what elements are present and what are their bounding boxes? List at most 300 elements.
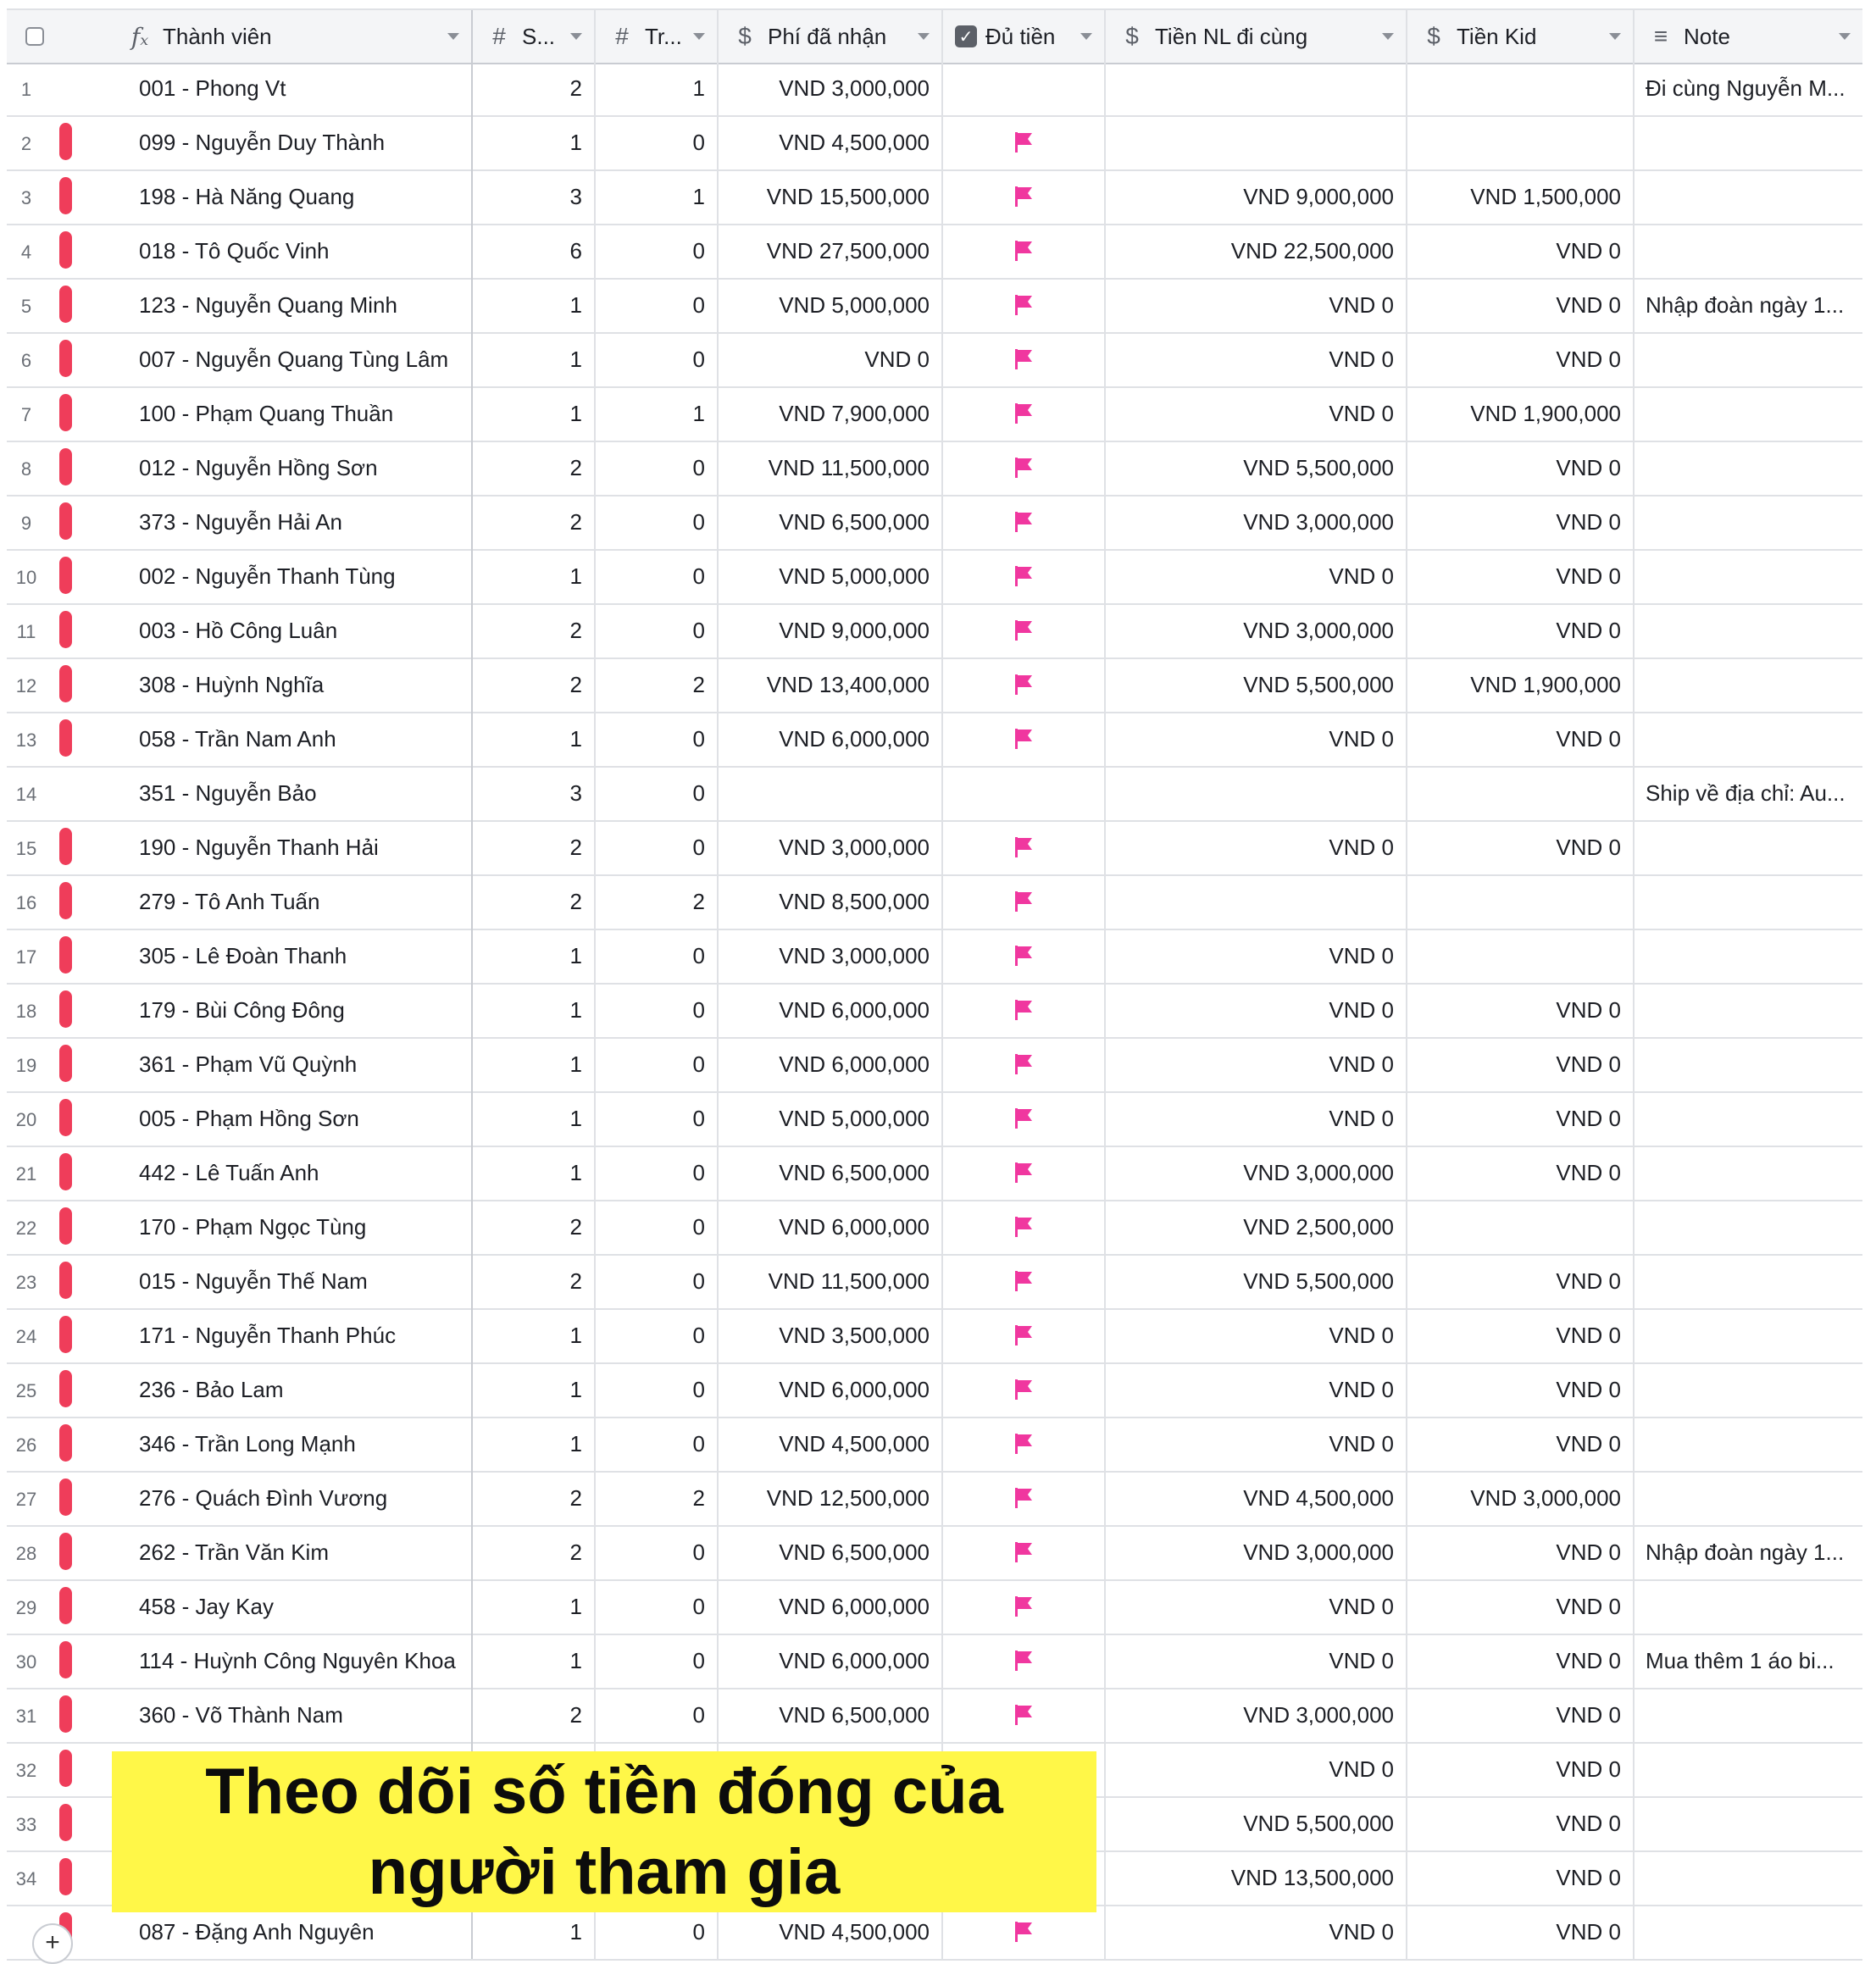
- tr-cell[interactable]: 0: [596, 224, 719, 278]
- tr-cell[interactable]: 0: [596, 1634, 719, 1688]
- kid-cell[interactable]: VND 0: [1407, 1091, 1635, 1146]
- s-cell[interactable]: 2: [473, 61, 596, 115]
- table-row[interactable]: [7, 169, 1862, 225]
- kid-cell[interactable]: VND 0: [1407, 1579, 1635, 1634]
- tr-cell[interactable]: 0: [596, 820, 719, 874]
- kid-cell[interactable]: VND 0: [1407, 441, 1635, 495]
- member-name-cell[interactable]: 100 - Phạm Quang Thuần: [125, 386, 473, 441]
- table-row[interactable]: [7, 332, 1862, 388]
- fee-cell[interactable]: VND 3,000,000: [719, 61, 943, 115]
- nl-cell[interactable]: VND 0: [1106, 1091, 1407, 1146]
- paid-cell[interactable]: [943, 1037, 1106, 1091]
- member-name-cell[interactable]: 346 - Trần Long Mạnh: [125, 1417, 473, 1471]
- nl-cell[interactable]: VND 5,500,000: [1106, 657, 1407, 712]
- paid-cell[interactable]: [943, 332, 1106, 386]
- tr-cell[interactable]: 0: [596, 712, 719, 766]
- tr-cell[interactable]: 0: [596, 1579, 719, 1634]
- paid-cell[interactable]: [943, 61, 1106, 115]
- row-select-cell[interactable]: [7, 1200, 125, 1254]
- paid-cell[interactable]: [943, 1091, 1106, 1146]
- kid-cell[interactable]: VND 0: [1407, 1308, 1635, 1362]
- kid-cell[interactable]: VND 0: [1407, 1850, 1635, 1905]
- column-header-note[interactable]: ≡ Note: [1635, 10, 1862, 63]
- chevron-down-icon[interactable]: [1609, 33, 1621, 40]
- paid-cell[interactable]: [943, 657, 1106, 712]
- paid-cell[interactable]: [943, 1525, 1106, 1579]
- kid-cell[interactable]: VND 0: [1407, 1905, 1635, 1959]
- nl-cell[interactable]: VND 0: [1106, 1579, 1407, 1634]
- table-row[interactable]: [7, 1037, 1862, 1093]
- kid-cell[interactable]: VND 0: [1407, 1796, 1635, 1850]
- kid-cell[interactable]: [1407, 929, 1635, 983]
- fee-cell[interactable]: VND 7,900,000: [719, 386, 943, 441]
- member-name-cell[interactable]: 305 - Lê Đoàn Thanh: [125, 929, 473, 983]
- paid-cell[interactable]: [943, 1579, 1106, 1634]
- row-select-cell[interactable]: [7, 603, 125, 657]
- member-name-cell[interactable]: 236 - Bảo Lam: [125, 1362, 473, 1417]
- column-header-paid[interactable]: ✓ Đủ tiền: [943, 10, 1106, 63]
- table-row[interactable]: [7, 1146, 1862, 1201]
- nl-cell[interactable]: VND 0: [1106, 278, 1407, 332]
- table-row[interactable]: [7, 549, 1862, 605]
- paid-cell[interactable]: [943, 1417, 1106, 1471]
- row-select-cell[interactable]: [7, 1471, 125, 1525]
- s-cell[interactable]: 1: [473, 386, 596, 441]
- fee-cell[interactable]: VND 6,500,000: [719, 1688, 943, 1742]
- row-select-cell[interactable]: [7, 983, 125, 1037]
- s-cell[interactable]: 1: [473, 1037, 596, 1091]
- note-cell[interactable]: [1635, 712, 1862, 766]
- select-all-cell[interactable]: [7, 10, 125, 63]
- fee-cell[interactable]: VND 12,500,000: [719, 1471, 943, 1525]
- tr-cell[interactable]: 0: [596, 278, 719, 332]
- fee-cell[interactable]: VND 5,000,000: [719, 549, 943, 603]
- fee-cell[interactable]: VND 3,000,000: [719, 929, 943, 983]
- row-select-cell[interactable]: [7, 712, 125, 766]
- row-select-cell[interactable]: [7, 1688, 125, 1742]
- nl-cell[interactable]: VND 5,500,000: [1106, 1796, 1407, 1850]
- row-select-cell[interactable]: [7, 115, 125, 169]
- member-name-cell[interactable]: 360 - Võ Thành Nam: [125, 1688, 473, 1742]
- row-select-cell[interactable]: [7, 332, 125, 386]
- member-name-cell[interactable]: 007 - Nguyễn Quang Tùng Lâm: [125, 332, 473, 386]
- chevron-down-icon[interactable]: [1839, 33, 1851, 40]
- member-name-cell[interactable]: 308 - Huỳnh Nghĩa: [125, 657, 473, 712]
- paid-cell[interactable]: [943, 1688, 1106, 1742]
- kid-cell[interactable]: VND 0: [1407, 1634, 1635, 1688]
- paid-cell[interactable]: [943, 712, 1106, 766]
- note-cell[interactable]: [1635, 61, 1862, 115]
- paid-cell[interactable]: [943, 874, 1106, 929]
- tr-cell[interactable]: 0: [596, 1146, 719, 1200]
- kid-cell[interactable]: [1407, 874, 1635, 929]
- tr-cell[interactable]: 0: [596, 549, 719, 603]
- paid-cell[interactable]: [943, 1308, 1106, 1362]
- table-row[interactable]: [7, 1579, 1862, 1635]
- fee-cell[interactable]: VND 8,500,000: [719, 874, 943, 929]
- fee-cell[interactable]: VND 6,000,000: [719, 1634, 943, 1688]
- note-cell[interactable]: [1635, 115, 1862, 169]
- note-cell[interactable]: [1635, 1308, 1862, 1362]
- s-cell[interactable]: 1: [473, 1905, 596, 1959]
- kid-cell[interactable]: [1407, 61, 1635, 115]
- row-select-cell[interactable]: [7, 1146, 125, 1200]
- member-name-cell[interactable]: 012 - Nguyễn Hồng Sơn: [125, 441, 473, 495]
- table-row[interactable]: [7, 1525, 1862, 1581]
- s-cell[interactable]: 1: [473, 1308, 596, 1362]
- nl-cell[interactable]: VND 0: [1106, 820, 1407, 874]
- member-name-cell[interactable]: 458 - Jay Kay: [125, 1579, 473, 1634]
- tr-cell[interactable]: 0: [596, 115, 719, 169]
- fee-cell[interactable]: VND 6,000,000: [719, 1200, 943, 1254]
- kid-cell[interactable]: [1407, 1200, 1635, 1254]
- s-cell[interactable]: 2: [473, 1688, 596, 1742]
- nl-cell[interactable]: VND 0: [1106, 983, 1407, 1037]
- column-header-tr[interactable]: # Tr...: [596, 10, 719, 63]
- fee-cell[interactable]: VND 6,000,000: [719, 1362, 943, 1417]
- note-cell[interactable]: [1635, 1037, 1862, 1091]
- row-select-cell[interactable]: [7, 1362, 125, 1417]
- s-cell[interactable]: 3: [473, 169, 596, 224]
- row-select-cell[interactable]: [7, 278, 125, 332]
- kid-cell[interactable]: VND 0: [1407, 1417, 1635, 1471]
- nl-cell[interactable]: VND 0: [1106, 1905, 1407, 1959]
- chevron-down-icon[interactable]: [918, 33, 930, 40]
- s-cell[interactable]: 2: [473, 1471, 596, 1525]
- nl-cell[interactable]: VND 0: [1106, 1037, 1407, 1091]
- row-select-cell[interactable]: [7, 61, 125, 115]
- kid-cell[interactable]: [1407, 766, 1635, 820]
- note-cell[interactable]: [1635, 441, 1862, 495]
- kid-cell[interactable]: VND 3,000,000: [1407, 1471, 1635, 1525]
- member-name-cell[interactable]: 015 - Nguyễn Thế Nam: [125, 1254, 473, 1308]
- s-cell[interactable]: 1: [473, 983, 596, 1037]
- fee-cell[interactable]: VND 6,500,000: [719, 1525, 943, 1579]
- note-cell[interactable]: [1635, 820, 1862, 874]
- nl-cell[interactable]: VND 0: [1106, 1362, 1407, 1417]
- note-cell[interactable]: [1635, 332, 1862, 386]
- s-cell[interactable]: 2: [473, 1200, 596, 1254]
- fee-cell[interactable]: VND 6,000,000: [719, 1579, 943, 1634]
- row-select-cell[interactable]: [7, 657, 125, 712]
- chevron-down-icon[interactable]: [570, 33, 582, 40]
- paid-cell[interactable]: [943, 386, 1106, 441]
- tr-cell[interactable]: 1: [596, 61, 719, 115]
- chevron-down-icon[interactable]: [1080, 33, 1092, 40]
- s-cell[interactable]: 2: [473, 1254, 596, 1308]
- note-cell[interactable]: [1635, 224, 1862, 278]
- note-cell[interactable]: [1635, 1634, 1862, 1688]
- nl-cell[interactable]: [1106, 115, 1407, 169]
- nl-cell[interactable]: VND 3,000,000: [1106, 1525, 1407, 1579]
- s-cell[interactable]: 1: [473, 549, 596, 603]
- paid-cell[interactable]: [943, 441, 1106, 495]
- fee-cell[interactable]: VND 4,500,000: [719, 1417, 943, 1471]
- row-select-cell[interactable]: [7, 441, 125, 495]
- tr-cell[interactable]: 0: [596, 1037, 719, 1091]
- nl-cell[interactable]: VND 0: [1106, 386, 1407, 441]
- member-name-cell[interactable]: 018 - Tô Quốc Vinh: [125, 224, 473, 278]
- nl-cell[interactable]: VND 2,500,000: [1106, 1200, 1407, 1254]
- column-header-s[interactable]: # S...: [473, 10, 596, 63]
- member-name-cell[interactable]: 001 - Phong Vt: [125, 61, 473, 115]
- row-select-cell[interactable]: [7, 766, 125, 820]
- kid-cell[interactable]: VND 0: [1407, 332, 1635, 386]
- paid-cell[interactable]: [943, 224, 1106, 278]
- tr-cell[interactable]: 1: [596, 386, 719, 441]
- fee-cell[interactable]: VND 5,000,000: [719, 278, 943, 332]
- note-cell[interactable]: [1635, 983, 1862, 1037]
- nl-cell[interactable]: VND 0: [1106, 1634, 1407, 1688]
- paid-cell[interactable]: [943, 1905, 1106, 1959]
- note-cell[interactable]: [1635, 1091, 1862, 1146]
- note-cell[interactable]: [1635, 549, 1862, 603]
- fee-cell[interactable]: VND 11,500,000: [719, 441, 943, 495]
- table-row[interactable]: [7, 115, 1862, 171]
- kid-cell[interactable]: VND 0: [1407, 820, 1635, 874]
- paid-cell[interactable]: [943, 929, 1106, 983]
- tr-cell[interactable]: 0: [596, 1362, 719, 1417]
- tr-cell[interactable]: 0: [596, 1200, 719, 1254]
- nl-cell[interactable]: [1106, 766, 1407, 820]
- row-select-cell[interactable]: [7, 495, 125, 549]
- s-cell[interactable]: 6: [473, 224, 596, 278]
- fee-cell[interactable]: VND 3,000,000: [719, 820, 943, 874]
- row-select-cell[interactable]: [7, 1308, 125, 1362]
- table-row[interactable]: [7, 1308, 1862, 1364]
- nl-cell[interactable]: VND 5,500,000: [1106, 1254, 1407, 1308]
- table-row[interactable]: [7, 386, 1862, 442]
- row-select-cell[interactable]: [7, 1850, 125, 1905]
- kid-cell[interactable]: VND 0: [1407, 603, 1635, 657]
- table-row[interactable]: [7, 1471, 1862, 1527]
- kid-cell[interactable]: VND 1,900,000: [1407, 657, 1635, 712]
- s-cell[interactable]: 1: [473, 115, 596, 169]
- tr-cell[interactable]: 0: [596, 929, 719, 983]
- s-cell[interactable]: 1: [473, 1146, 596, 1200]
- s-cell[interactable]: 2: [473, 874, 596, 929]
- column-header-kid[interactable]: $ Tiền Kid: [1407, 10, 1635, 63]
- fee-cell[interactable]: VND 4,500,000: [719, 115, 943, 169]
- table-row[interactable]: [7, 712, 1862, 768]
- tr-cell[interactable]: 1: [596, 169, 719, 224]
- note-cell[interactable]: [1635, 1254, 1862, 1308]
- fee-cell[interactable]: VND 6,000,000: [719, 983, 943, 1037]
- fee-cell[interactable]: [719, 766, 943, 820]
- table-row[interactable]: [7, 1688, 1862, 1744]
- fee-cell[interactable]: VND 3,500,000: [719, 1308, 943, 1362]
- table-row[interactable]: [7, 1417, 1862, 1473]
- table-row[interactable]: [7, 929, 1862, 985]
- paid-cell[interactable]: [943, 1200, 1106, 1254]
- member-name-cell[interactable]: 351 - Nguyễn Bảo: [125, 766, 473, 820]
- member-name-cell[interactable]: 279 - Tô Anh Tuấn: [125, 874, 473, 929]
- table-row[interactable]: [7, 224, 1862, 280]
- note-cell[interactable]: [1635, 1146, 1862, 1200]
- table-row[interactable]: [7, 1905, 1862, 1961]
- row-select-cell[interactable]: [7, 1091, 125, 1146]
- note-cell[interactable]: [1635, 495, 1862, 549]
- kid-cell[interactable]: VND 0: [1407, 1742, 1635, 1796]
- s-cell[interactable]: 3: [473, 766, 596, 820]
- kid-cell[interactable]: VND 0: [1407, 1525, 1635, 1579]
- kid-cell[interactable]: [1407, 115, 1635, 169]
- member-name-cell[interactable]: 262 - Trần Văn Kim: [125, 1525, 473, 1579]
- s-cell[interactable]: 2: [473, 441, 596, 495]
- member-name-cell[interactable]: 058 - Trần Nam Anh: [125, 712, 473, 766]
- s-cell[interactable]: 2: [473, 495, 596, 549]
- table-row[interactable]: [7, 1634, 1862, 1689]
- s-cell[interactable]: 1: [473, 332, 596, 386]
- kid-cell[interactable]: VND 0: [1407, 1688, 1635, 1742]
- member-name-cell[interactable]: 123 - Nguyễn Quang Minh: [125, 278, 473, 332]
- row-select-cell[interactable]: [7, 874, 125, 929]
- kid-cell[interactable]: VND 0: [1407, 1037, 1635, 1091]
- paid-cell[interactable]: [943, 820, 1106, 874]
- fee-cell[interactable]: VND 9,000,000: [719, 603, 943, 657]
- note-cell[interactable]: [1635, 1688, 1862, 1742]
- kid-cell[interactable]: VND 1,500,000: [1407, 169, 1635, 224]
- tr-cell[interactable]: 2: [596, 657, 719, 712]
- tr-cell[interactable]: 0: [596, 1308, 719, 1362]
- paid-cell[interactable]: [943, 115, 1106, 169]
- row-select-cell[interactable]: [7, 1417, 125, 1471]
- fee-cell[interactable]: VND 4,500,000: [719, 1905, 943, 1959]
- member-name-cell[interactable]: 361 - Phạm Vũ Quỳnh: [125, 1037, 473, 1091]
- row-select-cell[interactable]: [7, 1796, 125, 1850]
- row-select-cell[interactable]: [7, 386, 125, 441]
- note-cell[interactable]: [1635, 1850, 1862, 1905]
- table-row[interactable]: [7, 1091, 1862, 1147]
- member-name-cell[interactable]: 179 - Bùi Công Đông: [125, 983, 473, 1037]
- row-select-cell[interactable]: [7, 820, 125, 874]
- note-cell[interactable]: [1635, 1579, 1862, 1634]
- note-cell[interactable]: [1635, 1417, 1862, 1471]
- fee-cell[interactable]: VND 27,500,000: [719, 224, 943, 278]
- member-name-cell[interactable]: 276 - Quách Đình Vương: [125, 1471, 473, 1525]
- note-cell[interactable]: [1635, 1796, 1862, 1850]
- s-cell[interactable]: 2: [473, 820, 596, 874]
- tr-cell[interactable]: 0: [596, 441, 719, 495]
- tr-cell[interactable]: 0: [596, 1905, 719, 1959]
- table-row[interactable]: [7, 1200, 1862, 1256]
- nl-cell[interactable]: VND 3,000,000: [1106, 1146, 1407, 1200]
- row-select-cell[interactable]: [7, 929, 125, 983]
- fee-cell[interactable]: VND 6,500,000: [719, 1146, 943, 1200]
- table-row[interactable]: [7, 657, 1862, 713]
- fee-cell[interactable]: VND 13,400,000: [719, 657, 943, 712]
- note-cell[interactable]: [1635, 169, 1862, 224]
- column-header-nl[interactable]: $ Tiền NL đi cùng: [1106, 10, 1407, 63]
- note-cell[interactable]: [1635, 278, 1862, 332]
- row-select-cell[interactable]: [7, 1579, 125, 1634]
- table-row[interactable]: [7, 766, 1862, 822]
- nl-cell[interactable]: VND 0: [1106, 1742, 1407, 1796]
- chevron-down-icon[interactable]: [693, 33, 705, 40]
- kid-cell[interactable]: VND 0: [1407, 983, 1635, 1037]
- fee-cell[interactable]: VND 6,500,000: [719, 495, 943, 549]
- tr-cell[interactable]: 0: [596, 1417, 719, 1471]
- note-cell[interactable]: [1635, 1200, 1862, 1254]
- nl-cell[interactable]: VND 0: [1106, 1417, 1407, 1471]
- table-row[interactable]: [7, 1254, 1862, 1310]
- row-select-cell[interactable]: [7, 1254, 125, 1308]
- table-row[interactable]: [7, 441, 1862, 497]
- member-name-cell[interactable]: 198 - Hà Năng Quang: [125, 169, 473, 224]
- fee-cell[interactable]: VND 11,500,000: [719, 1254, 943, 1308]
- s-cell[interactable]: 1: [473, 929, 596, 983]
- kid-cell[interactable]: VND 0: [1407, 1146, 1635, 1200]
- fee-cell[interactable]: VND 0: [719, 332, 943, 386]
- kid-cell[interactable]: VND 0: [1407, 278, 1635, 332]
- fee-cell[interactable]: VND 5,000,000: [719, 1091, 943, 1146]
- table-row[interactable]: [7, 278, 1862, 334]
- note-cell[interactable]: [1635, 766, 1862, 820]
- kid-cell[interactable]: VND 0: [1407, 1362, 1635, 1417]
- tr-cell[interactable]: 0: [596, 766, 719, 820]
- row-select-cell[interactable]: [7, 169, 125, 224]
- chevron-down-icon[interactable]: [1382, 33, 1394, 40]
- kid-cell[interactable]: VND 0: [1407, 495, 1635, 549]
- table-row[interactable]: [7, 820, 1862, 876]
- nl-cell[interactable]: [1106, 61, 1407, 115]
- paid-cell[interactable]: [943, 983, 1106, 1037]
- row-select-cell[interactable]: [7, 1037, 125, 1091]
- add-record-button[interactable]: +: [32, 1923, 73, 1964]
- nl-cell[interactable]: VND 0: [1106, 929, 1407, 983]
- note-cell[interactable]: [1635, 1905, 1862, 1959]
- fee-cell[interactable]: VND 6,000,000: [719, 712, 943, 766]
- tr-cell[interactable]: 2: [596, 874, 719, 929]
- row-select-cell[interactable]: [7, 1634, 125, 1688]
- column-header-name[interactable]: 𝑓ₓ Thành viên: [125, 10, 473, 63]
- paid-cell[interactable]: [943, 278, 1106, 332]
- kid-cell[interactable]: VND 0: [1407, 1254, 1635, 1308]
- note-cell[interactable]: [1635, 1471, 1862, 1525]
- kid-cell[interactable]: VND 1,900,000: [1407, 386, 1635, 441]
- nl-cell[interactable]: VND 4,500,000: [1106, 1471, 1407, 1525]
- member-name-cell[interactable]: 087 - Đặng Anh Nguyên: [125, 1905, 473, 1959]
- note-cell[interactable]: [1635, 657, 1862, 712]
- nl-cell[interactable]: VND 0: [1106, 1308, 1407, 1362]
- s-cell[interactable]: 1: [473, 1634, 596, 1688]
- nl-cell[interactable]: VND 5,500,000: [1106, 441, 1407, 495]
- row-select-cell[interactable]: [7, 224, 125, 278]
- paid-cell[interactable]: [943, 1471, 1106, 1525]
- note-cell[interactable]: [1635, 929, 1862, 983]
- member-name-cell[interactable]: 442 - Lê Tuấn Anh: [125, 1146, 473, 1200]
- table-row[interactable]: [7, 983, 1862, 1039]
- s-cell[interactable]: 1: [473, 1417, 596, 1471]
- s-cell[interactable]: 1: [473, 1091, 596, 1146]
- table-row[interactable]: [7, 1362, 1862, 1418]
- tr-cell[interactable]: 0: [596, 603, 719, 657]
- nl-cell[interactable]: VND 9,000,000: [1106, 169, 1407, 224]
- table-row[interactable]: [7, 61, 1862, 117]
- member-name-cell[interactable]: 373 - Nguyễn Hải An: [125, 495, 473, 549]
- s-cell[interactable]: 1: [473, 1579, 596, 1634]
- nl-cell[interactable]: VND 3,000,000: [1106, 603, 1407, 657]
- nl-cell[interactable]: [1106, 874, 1407, 929]
- note-cell[interactable]: [1635, 1742, 1862, 1796]
- select-all-checkbox[interactable]: [25, 27, 44, 46]
- chevron-down-icon[interactable]: [447, 33, 459, 40]
- nl-cell[interactable]: VND 3,000,000: [1106, 495, 1407, 549]
- nl-cell[interactable]: VND 22,500,000: [1106, 224, 1407, 278]
- tr-cell[interactable]: 0: [596, 983, 719, 1037]
- paid-cell[interactable]: [943, 1634, 1106, 1688]
- fee-cell[interactable]: VND 6,000,000: [719, 1037, 943, 1091]
